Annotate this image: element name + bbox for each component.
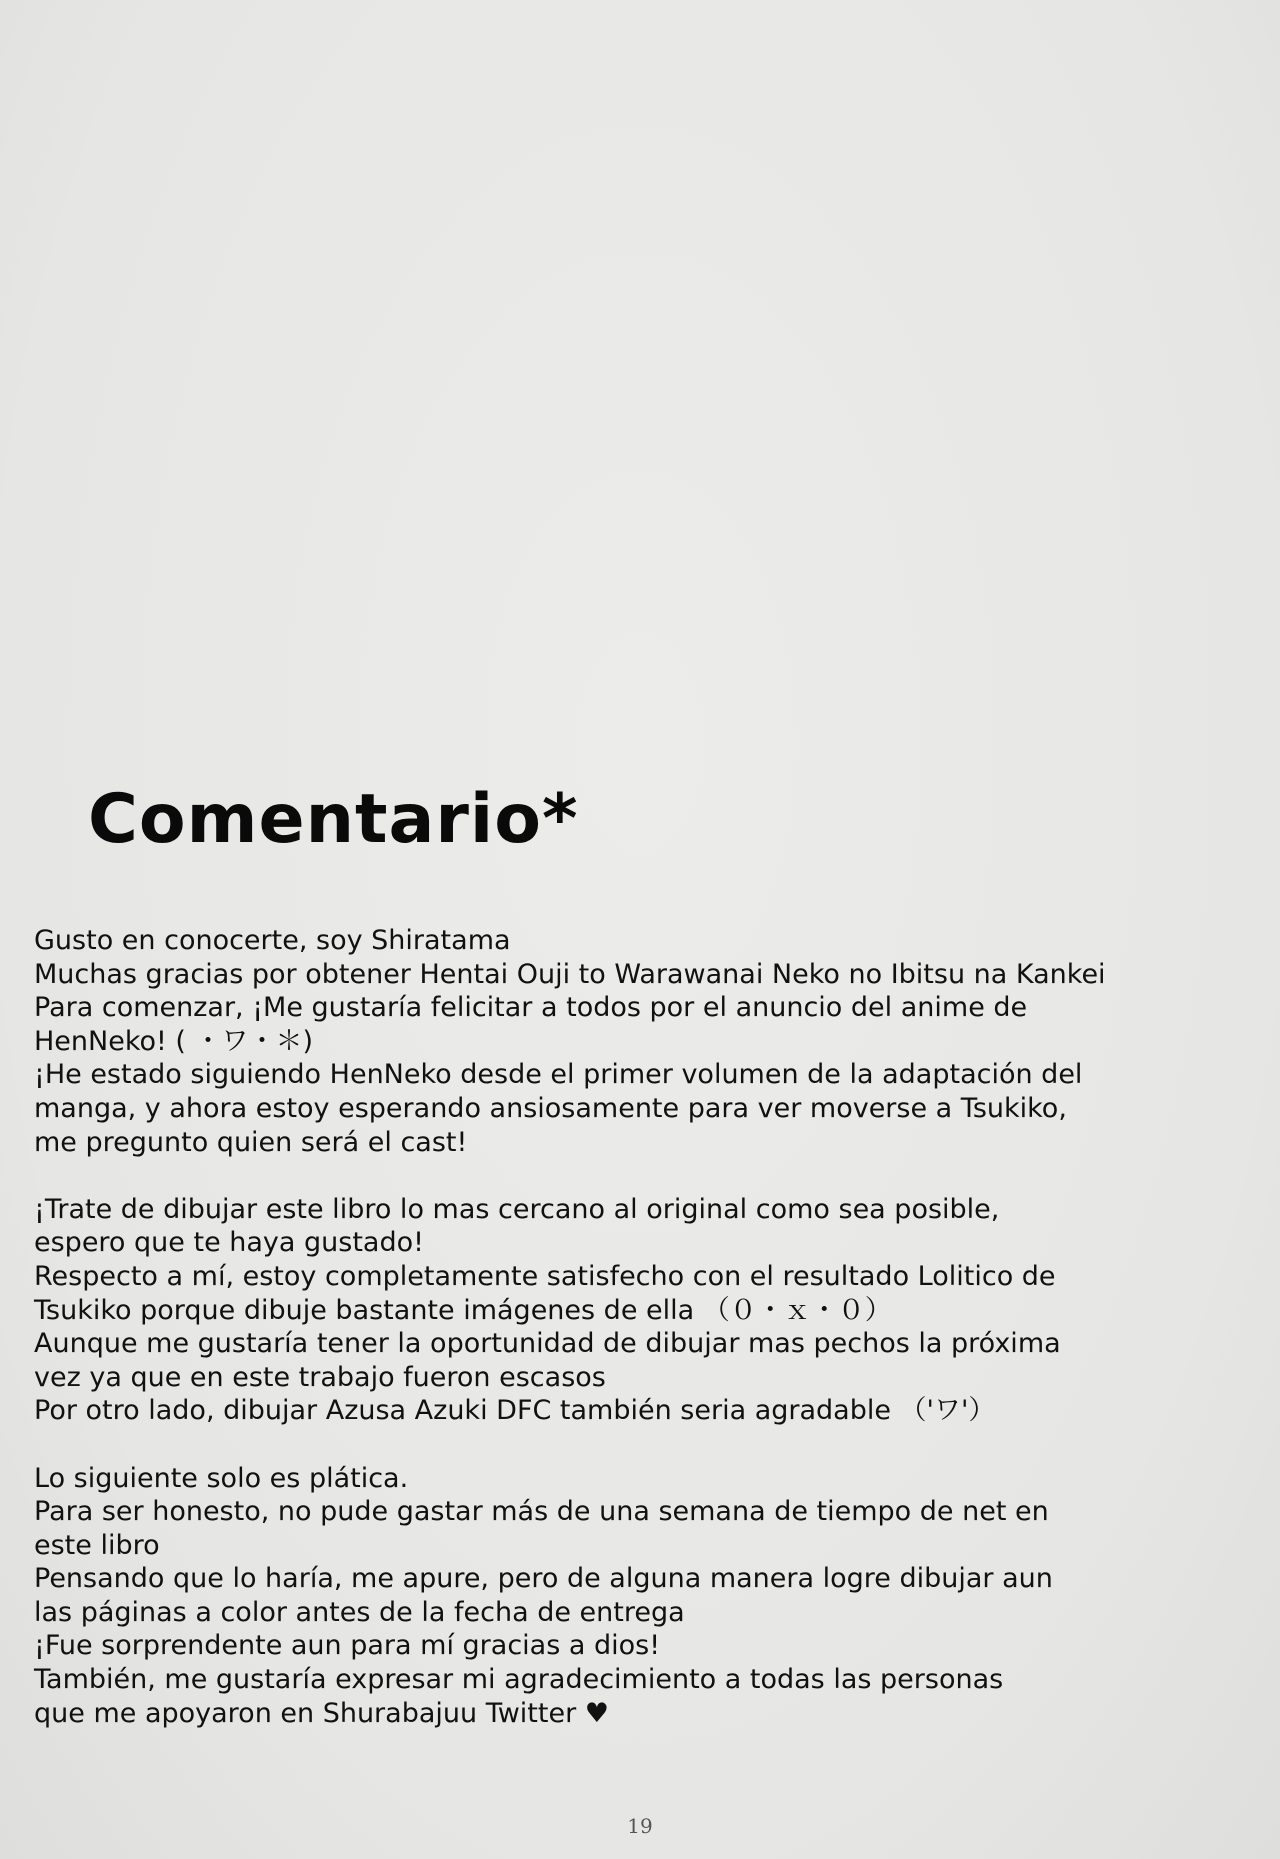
text-line: Respecto a mí, estoy completamente satisfecho con el resultado Lolitico de [34, 1260, 1056, 1292]
text-line: Por otro lado, dibujar Azusa Azuki DFC también seria agradable （'ワ'） [34, 1395, 996, 1427]
text-line: que me apoyaron en Shurabajuu Twitter ♥ [34, 1697, 609, 1729]
text-line: Muchas gracias por obtener Hentai Ouji to Warawanai Neko no Ibitsu na Kankei [34, 958, 1106, 990]
text-line: Gusto en conocerte, soy Shiratama [34, 925, 511, 956]
text-line: las páginas a color antes de la fecha de entrega [34, 1596, 685, 1628]
text-line: me pregunto quien será el cast! [34, 1126, 468, 1158]
text-line: espero que te haya gustado! [34, 1227, 424, 1259]
text-line: Para comenzar, ¡Me gustaría felicitar a todos por el anuncio del anime de [34, 992, 1028, 1024]
text-line: Para ser honesto, no pude gastar más de una semana de tiempo de net en [34, 1496, 1049, 1528]
text-line: Lo siguiente solo es plática. [34, 1462, 409, 1494]
text-line: este libro [34, 1529, 160, 1561]
text-line: ¡Fue sorprendente aun para mí gracias a dios! [34, 1630, 661, 1662]
page-title: Comentario* [88, 780, 579, 859]
comment-body [34, 924, 1234, 1730]
text-line: También, me gustaría expresar mi agradecimiento a todas las personas [34, 1664, 1004, 1696]
text-line: ¡He estado siguiendo HenNeko desde el primer volumen de la adaptación del [34, 1059, 1083, 1091]
text-line: HenNeko! ( ・ワ・＊) [34, 1025, 314, 1057]
text-line: Pensando que lo haría, me apure, pero de alguna manera logre dibujar aun [34, 1563, 1053, 1595]
text-line: Aunque me gustaría tener la oportunidad de dibujar mas pechos la próxima [34, 1328, 1061, 1360]
text-line: vez ya que en este trabajo fueron escasos [34, 1361, 606, 1393]
page-number: 19 [627, 1814, 653, 1838]
text-line: Tsukiko porque dibuje bastante imágenes de ella （０・ｘ・０） [34, 1294, 892, 1326]
paragraph-gap [34, 1428, 1234, 1462]
paragraph-gap [34, 1159, 1234, 1193]
text-line: ¡Trate de dibujar este libro lo mas cercano al original como sea posible, [34, 1193, 1000, 1225]
text-line: manga, y ahora estoy esperando ansiosamente para ver moverse a Tsukiko, [34, 1092, 1067, 1124]
